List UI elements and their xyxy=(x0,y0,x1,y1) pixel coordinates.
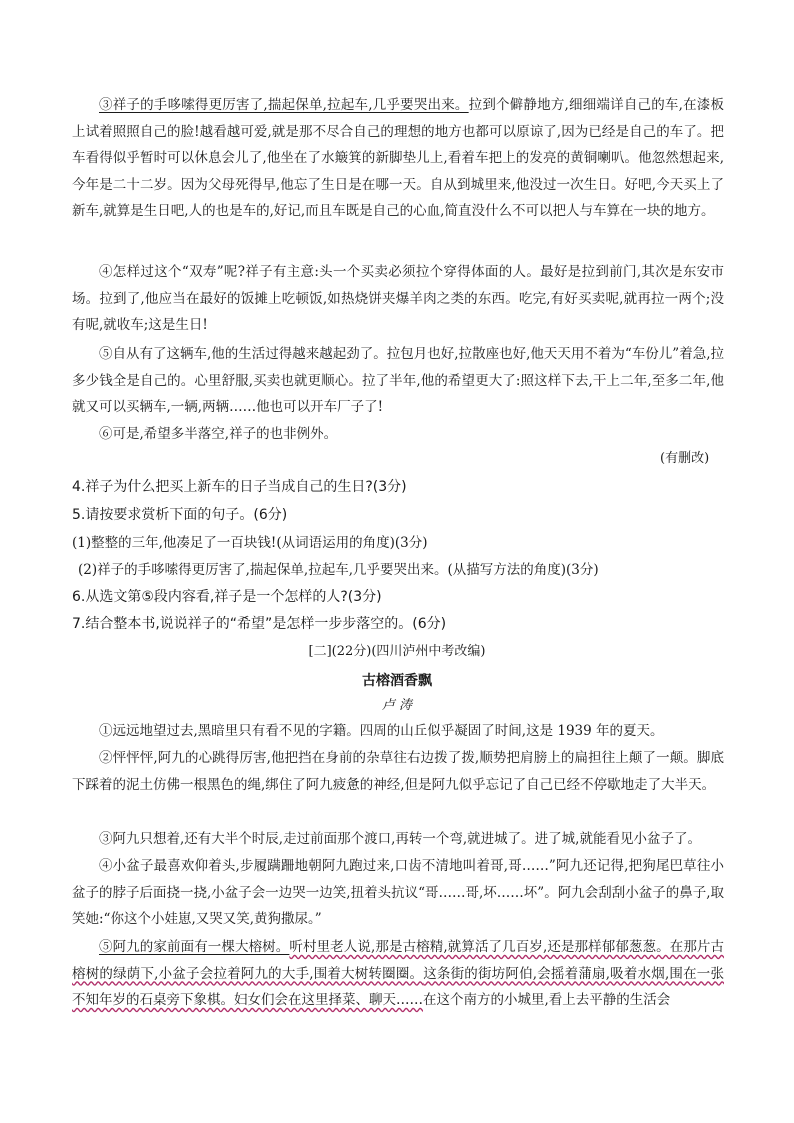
article-paragraph-2: ②怦怦怦,阿九的心跳得厉害,他把挡在身前的杂草往右边拨了拨,顺势把肩膀上的扁担往上颠了一颠。脚底下踩着的泥土仿佛一根黑色的绳,绑住了阿九疲惫的神经,但是阿九似乎忘记了自己已经不停歇地走了大半天。 xyxy=(72,750,724,793)
article-title: 古榕酒香飘 xyxy=(362,673,432,689)
paragraph-6: ⑥可是,希望多半落空,祥子的也非例外。 xyxy=(99,426,338,442)
section-header: [二](22分)(四川泸州中考改编) xyxy=(308,644,486,659)
article-paragraph-1: ①远远地望过去,黑暗里只有看不见的字籍。四周的山丘似乎凝固了时间,这是 1939 年的夏天。 xyxy=(99,723,664,739)
article-paragraph-5 xyxy=(72,934,724,1014)
wavy-underlined-sentence: 这条街的街坊阿伯,会摇着蒲扇,吸着水烟,围在一张不知年岁的石桌旁下象棋。妇女们会在这里择菜、聊天…… xyxy=(72,965,724,1008)
edit-note: (有删改) xyxy=(660,451,710,466)
paragraph-text: 在这个南方的小城里,看上去平静的生活会 xyxy=(423,992,671,1008)
article-paragraph-4: ④小盆子最喜欢仰着头,步履蹒跚地朝阿九跑过来,口齿不清地叫着哥,哥……”阿九还记得,把狗尾巴草往小盆子的脖子后面挠一挠,小盆子会一边哭一边笑,扭着头抗议“哥……哥,坏……坏”。阿九会刮刮小盆子的鼻子,取笑她:“你这个小娃崽,又哭又笑,黄狗撒尿。” xyxy=(72,858,724,927)
question-5: 5.请按要求赏析下面的句子。(6分) xyxy=(72,507,288,523)
question-4: 4.祥子为什么把买上新车的日子当成自己的生日?(3分) xyxy=(72,479,407,495)
article-author: 卢 涛 xyxy=(381,698,413,713)
question-7: 7.结合整本书,说说祥子的“希望”是怎样一步步落空的。(6分) xyxy=(72,616,447,632)
paragraph-3 xyxy=(72,92,724,225)
underlined-sentence: ⑤阿九的家前面有一棵大榕树。 xyxy=(99,939,290,955)
paragraph-4: ④怎样过这个“双寿”呢?祥子有主意:头一个买卖必须拉个穿得体面的人。最好是拉到前门,其次是东安市场。拉到了,他应当在最好的饭摊上吃顿饭,如热烧饼夹爆羊肉之类的东西。吃完,有好买卖呢,就再拉一两个;没有呢,就收车;这是生日! xyxy=(72,264,724,333)
paragraph-3-text: 拉到个僻静地方,细细端详自己的车,在漆板上试着照照自己的脸!越看越可爱,就是那不尽合自己的理想的地方也都可以原谅了,因为已经是自己的车了。把车看得似乎暂时可以休息会儿了,他坐在了水簸箕的新脚垫儿上,看着车把上的发亮的黄铜喇叭。他忽然想起来,今年是二十二岁。因为父母死得早,他忘了生日是在哪一天。自从到城里来,他没过一次生日。好吧,今天买上了新车,就算是生日吧,人的也是车的,好记,而且车既是自己的心血,简直没什么不可以把人与车算在一块的地方。 xyxy=(72,97,724,219)
question-5-2: (2)祥子的手哆嗦得更厉害了,揣起保单,拉起车,几乎要哭出来。(从描写方法的角度)(3分) xyxy=(78,562,599,578)
question-6: 6.从选文第⑤段内容看,祥子是一个怎样的人?(3分) xyxy=(72,589,382,605)
paragraph-5: ⑤自从有了这辆车,他的生活过得越来越起劲了。拉包月也好,拉散座也好,他天天用不着为“车份儿”着急,拉多少钱全是自己的。心里舒服,买卖也就更顺心。拉了半年,他的希望更大了:照这样下去,干上二年,至多二年,他就又可以买辆车,一辆,两辆……他也可以开车厂子了! xyxy=(72,346,724,415)
wavy-underlined-sentence: 听村里老人说,那是古榕精,就算活了几百岁,还是那样郁郁葱葱。在那片古榕树的绿荫下,小盆子会拉着阿九的大手,围着大树转圈圈。 xyxy=(72,939,725,982)
question-5-1: (1)整整的三年,他凑足了一百块钱!(从词语运用的角度)(3分) xyxy=(72,535,428,551)
article-paragraph-3: ③阿九只想着,还有大半个时辰,走过前面那个渡口,再转一个弯,就进城了。进了城,就能看见小盆子了。 xyxy=(99,831,701,847)
underlined-sentence: ③祥子的手哆嗦得更厉害了,揣起保单,拉起车,几乎要哭出来。 xyxy=(99,97,469,113)
